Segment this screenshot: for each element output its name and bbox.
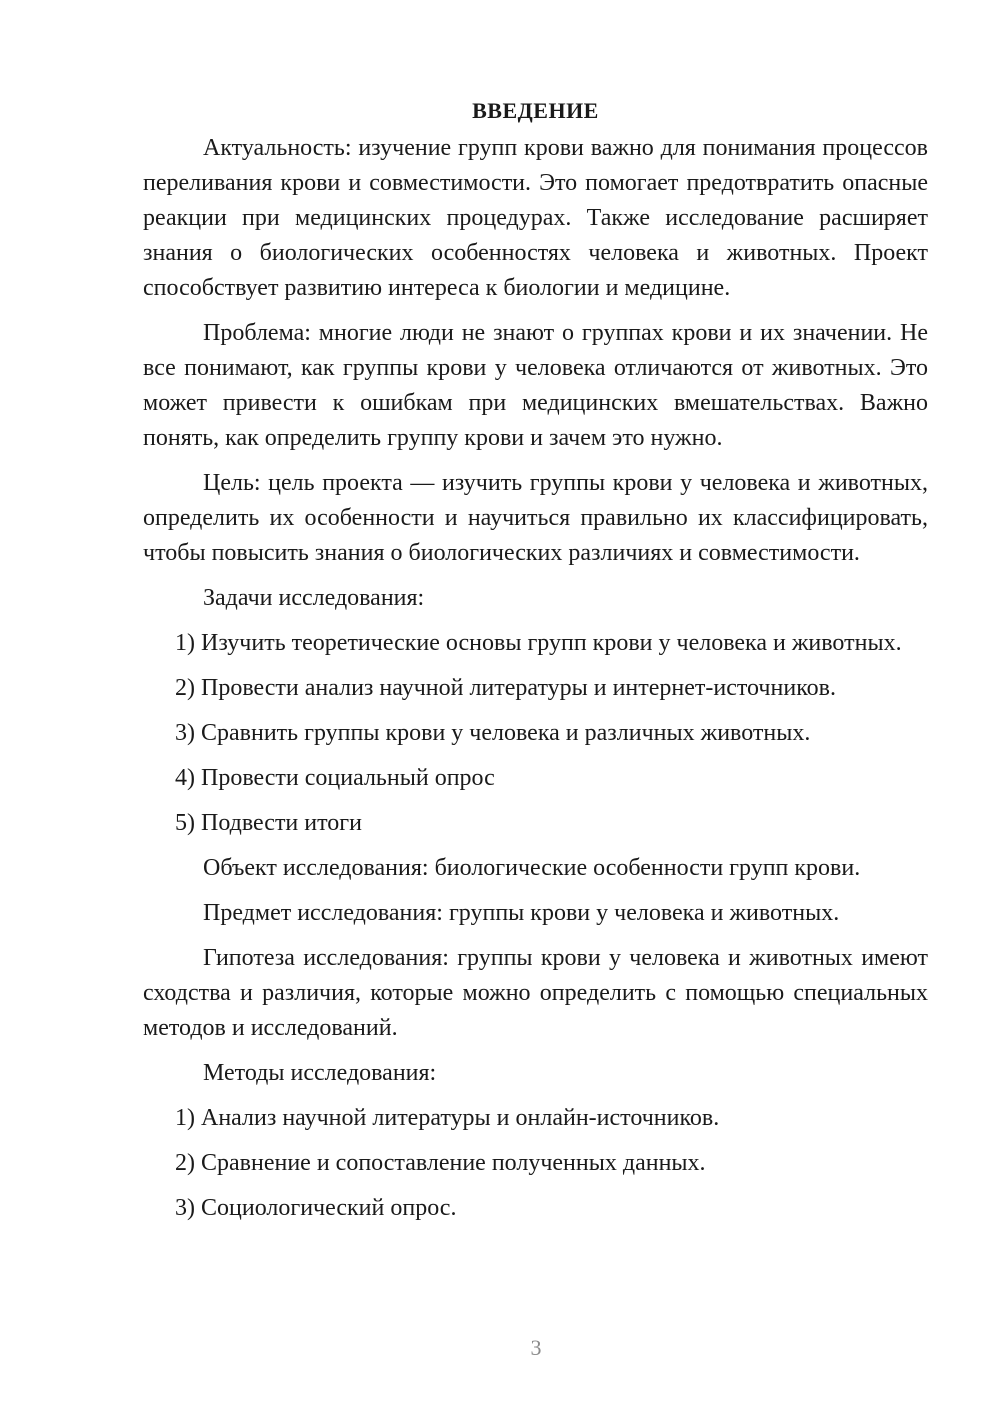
goal-paragraph: Цель: цель проекта — изучить группы крови у человека и животных, определить их особенности и научиться правильно их классифицировать, чтобы повысить знания о биологических различиях и совместимости. [143,470,928,566]
page-number: 3 [530,1335,542,1360]
relevance-paragraph: Актуальность: изучение групп крови важно для понимания процессов переливания крови и совместимости. Это помогает предотвратить опасные реакции при медицинских процедурах. Также исследование расширяет знания о биологических особенностях человека и животных. Проект способствует развитию интереса к биологии и медицине. [143,135,928,301]
tasks-label: Задачи исследования: [203,585,425,611]
page-title: ВВЕДЕНИЕ [472,98,599,123]
method-item: 3) Социологический опрос. [175,1195,457,1221]
task-item: 4) Провести социальный опрос [175,765,495,791]
object-paragraph: Объект исследования: биологические особенности групп крови. [203,855,861,881]
task-item: 1) Изучить теоретические основы групп крови у человека и животных. [175,630,902,656]
method-item: 1) Анализ научной литературы и онлайн-источников. [175,1105,720,1131]
problem-paragraph: Проблема: многие люди не знают о группах крови и их значении. Не все понимают, как группы крови у человека отличаются от животных. Это может привести к ошибкам при медицинских вмешательствах. Важно понять, как определить группу крови и зачем это нужно. [143,320,928,451]
task-item: 3) Сравнить группы крови у человека и различных животных. [175,720,811,746]
task-item: 2) Провести анализ научной литературы и интернет-источников. [175,675,836,701]
subject-paragraph: Предмет исследования: группы крови у человека и животных. [203,900,840,926]
task-item: 5) Подвести итоги [175,810,362,836]
methods-label: Методы исследования: [203,1060,437,1086]
page-content [143,93,928,1236]
method-item: 2) Сравнение и сопоставление полученных данных. [175,1150,706,1176]
hypothesis-paragraph: Гипотеза исследования: группы крови у человека и животных имеют сходства и различия, которые можно определить с помощью специальных методов и исследований. [143,945,928,1041]
